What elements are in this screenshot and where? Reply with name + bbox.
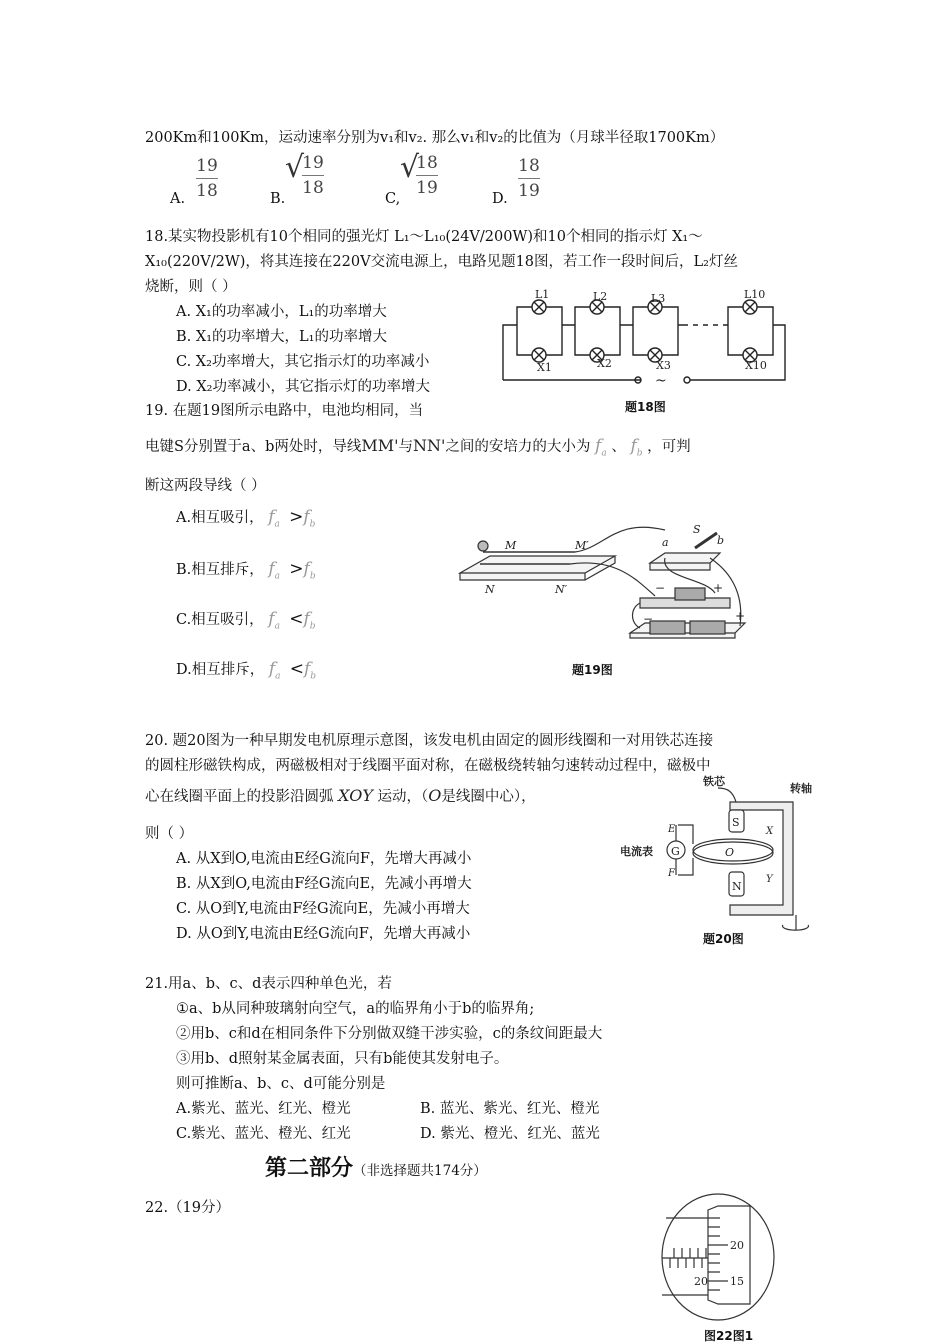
galvanometer-label: G xyxy=(671,845,680,858)
core-label: 铁芯 xyxy=(703,775,725,788)
battery-polarity: − xyxy=(643,612,654,626)
center-label: O xyxy=(725,846,735,859)
wire-label: M′ xyxy=(575,539,589,552)
sleeve-scale-label: 20 xyxy=(694,1275,708,1288)
q19-figure-caption: 题19图 xyxy=(572,663,613,677)
q18-option-b: B. X₁的功率增大，L₁的功率增大 xyxy=(176,329,387,345)
pole-label: N xyxy=(732,880,742,893)
wire-label: M xyxy=(505,539,517,552)
battery-polarity: − xyxy=(655,581,666,595)
q21-stem: 21.用a、b、c、d表示四种单色光，若 xyxy=(145,976,392,992)
q19-stem-1: 19. 在题19图所示电路中，电池均相同，当 xyxy=(145,403,424,419)
ammeter-label: 电流表 xyxy=(620,845,653,858)
q21-option-c: C.紫光、蓝光、橙光、红光 xyxy=(176,1126,351,1142)
q20-stem-4: 则（ ） xyxy=(145,826,194,842)
indicator-label: X10 xyxy=(745,359,767,372)
wire-label: N′ xyxy=(555,583,568,596)
q17-option-d-label: D. xyxy=(492,191,508,207)
q17-option-a-label: A. xyxy=(170,191,186,207)
q20-figure-caption: 题20图 xyxy=(703,932,744,946)
q17-option-b-label: B. xyxy=(270,191,286,207)
point-label: Y xyxy=(766,874,773,885)
q17-option-a-fraction: 19 18 xyxy=(196,156,218,201)
indicator-label: X3 xyxy=(656,359,671,372)
q19-option-d: D.相互排斥， $f_a <f_b$ xyxy=(176,659,317,682)
wire-label: N xyxy=(485,583,495,596)
q17-option-b-fraction: 19 18 xyxy=(302,153,324,198)
indicator-label: X2 xyxy=(597,357,612,370)
sqrt-icon: √ xyxy=(400,150,420,185)
q18-option-d: D. X₂功率减小，其它指示灯的功率增大 xyxy=(176,379,430,395)
thimble-scale-label: 20 xyxy=(730,1239,744,1252)
ac-source-label: ~ xyxy=(655,373,667,389)
battery-polarity: + xyxy=(735,609,746,623)
point-label: X xyxy=(766,826,774,837)
lamp-label: L2 xyxy=(593,290,608,303)
part2-heading: 第二部分（非选择题共174分） xyxy=(265,1156,487,1181)
q19-option-a: A.相互吸引， $f_a >f_b$ xyxy=(176,507,316,530)
lamp-label: L3 xyxy=(651,292,666,305)
q19-stem-2: 电键S分别置于a、b两处时，导线MM'与NN'之间的安培力的大小为 $f_a$ 、 $f_b$ ，可判 xyxy=(145,436,691,459)
sqrt-icon: √ xyxy=(285,150,305,185)
q21-condition-1: ①a、b从同种玻璃射向空气，a的临界角小于b的临界角; xyxy=(176,1001,535,1017)
q22-heading: 22.（19分） xyxy=(145,1200,231,1216)
q17-option-c-label: C, xyxy=(385,191,401,207)
terminal-label: F xyxy=(668,868,675,879)
q21-condition-2: ②用b、c和d在相同条件下分别做双缝干涉实验，c的条纹间距最大 xyxy=(176,1026,603,1042)
q19-option-b: B.相互排斥， $f_a >f_b$ xyxy=(176,559,316,582)
q20-generator-figure xyxy=(618,770,828,940)
q18-option-a: A. X₁的功率减小，L₁的功率增大 xyxy=(176,304,387,320)
q21-condition-3: ③用b、d照射某金属表面，只有b能使其发射电子。 xyxy=(176,1051,509,1067)
q19-apparatus-figure xyxy=(455,518,755,653)
q17-option-d-fraction: 18 19 xyxy=(518,156,540,201)
q18-stem-2: X₁₀(220V/2W)，将其连接在220V交流电源上，电路见题18图，若工作一段时间后，L₂灯丝 xyxy=(145,254,738,270)
contact-label: a xyxy=(662,536,669,549)
q20-stem-3: 心在线圈平面上的投影沿圆弧 XOY 运动，（O是线圈中心）， xyxy=(145,786,536,805)
thimble-scale-label: 15 xyxy=(730,1275,744,1288)
indicator-label: X1 xyxy=(537,361,552,374)
q18-option-c: C. X₂功率增大，其它指示灯的功率减小 xyxy=(176,354,430,370)
q18-circuit-figure xyxy=(495,285,795,390)
lamp-label: L1 xyxy=(535,288,550,301)
q21-option-d: D. 紫光、橙光、红光、蓝光 xyxy=(420,1126,600,1142)
q21-option-b: B. 蓝光、紫光、红光、橙光 xyxy=(420,1101,600,1117)
battery-polarity: + xyxy=(713,581,724,595)
q20-stem-2: 的圆柱形磁铁构成，两磁极相对于线圈平面对称，在磁极绕转轴匀速转动过程中，磁极中 xyxy=(145,758,711,774)
q18-stem-1: 18.某实物投影机有10个相同的强光灯 L₁～L₁₀(24V/200W)和10个相同的指示灯 X₁～ xyxy=(145,229,703,245)
q20-option-c: C. 从O到Y,电流由F经G流向E，先减小再增大 xyxy=(176,901,470,917)
q20-option-b: B. 从X到O,电流由F经G流向E，先减小再增大 xyxy=(176,876,472,892)
q20-option-d: D. 从O到Y,电流由E经G流向F，先增大再减小 xyxy=(176,926,471,942)
lamp-label: L10 xyxy=(744,288,766,301)
pole-label: S xyxy=(732,816,740,829)
q22-micrometer-figure xyxy=(658,1190,778,1325)
q20-option-a: A. 从X到O,电流由E经G流向F，先增大再减小 xyxy=(176,851,472,867)
switch-label: S xyxy=(693,523,701,536)
contact-label: b xyxy=(717,534,725,547)
q21-option-a: A.紫光、蓝光、红光、橙光 xyxy=(176,1101,351,1117)
q20-stem-1: 20. 题20图为一种早期发电机原理示意图，该发电机由固定的圆形线圈和一对用铁芯连接 xyxy=(145,733,714,749)
q22-figure-caption: 图22图1 xyxy=(704,1329,754,1343)
q21-question: 则可推断a、b、c、d可能分别是 xyxy=(176,1076,386,1092)
q18-figure-caption: 题18图 xyxy=(625,400,666,414)
q19-option-c: C.相互吸引， $f_a <f_b$ xyxy=(176,609,316,632)
axis-label: 转轴 xyxy=(790,782,812,795)
q18-stem-3: 烧断，则（ ） xyxy=(145,279,237,295)
q19-stem-3: 断这两段导线（ ） xyxy=(145,478,266,494)
q17-option-c-fraction: 18 19 xyxy=(416,153,438,198)
q17-continuation: 200Km和100Km，运动速率分别为v₁和v₂. 那么v₁和v₂的比值为（月球半径取1700Km） xyxy=(145,130,725,146)
terminal-label: E xyxy=(668,824,676,835)
